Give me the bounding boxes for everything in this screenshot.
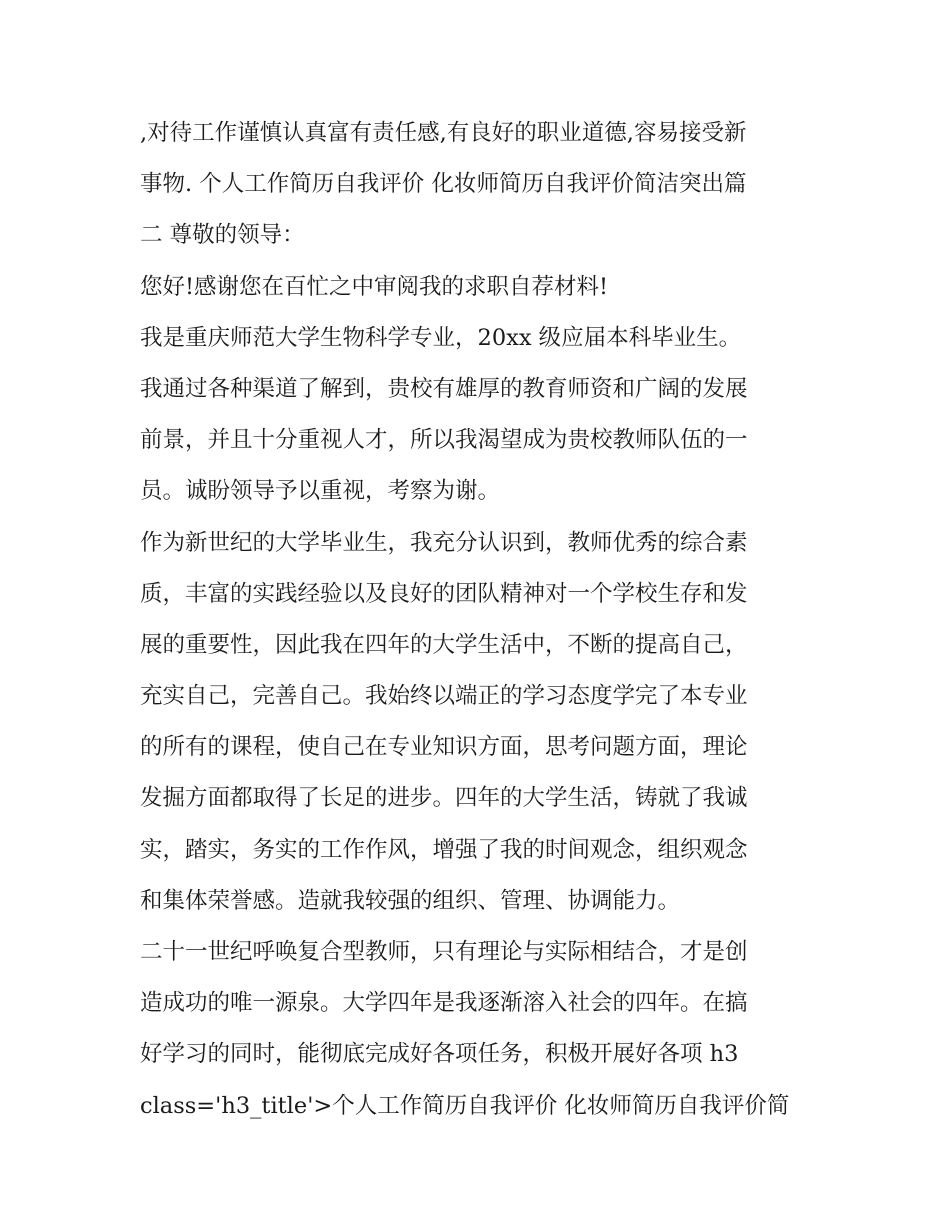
text-line: 的所有的课程，使自己在专业知识方面，思考问题方面，理论 [140,734,748,761]
text-line: class='h3_title'>个人工作简历自我评价 化妆师简历自我评价简 [140,1092,790,1119]
document-body [140,108,815,1132]
text-line: 作为新世纪的大学毕业生，我充分认识到，教师优秀的综合素 [140,529,748,556]
text-line: 二 尊敬的领导： [140,222,305,249]
text-line: 前景，并且十分重视人才，所以我渴望成为贵校教师队伍的一 [140,427,748,454]
text-line: 事物. 个人工作简历自我评价 化妆师简历自我评价简洁突出篇 [140,171,747,198]
text-line: 好学习的同时，能彻底完成好各项任务，积极开展好各项 h3 [140,1041,739,1068]
text-line: 您好!感谢您在百忙之中审阅我的求职自荐材料! [140,273,609,300]
text-line: 发掘方面都取得了长足的进步。四年的大学生活，铸就了我诚 [140,785,748,812]
text-line: 和集体荣誉感。造就我较强的组织、管理、协调能力。 [140,887,681,914]
text-line: ,对待工作谨慎认真富有责任感,有良好的职业道德,容易接受新 [140,120,747,146]
text-line: 我通过各种渠道了解到，贵校有雄厚的教育师资和广阔的发展 [140,375,748,402]
text-line: 质，丰富的实践经验以及良好的团队精神对一个学校生存和发 [140,580,748,607]
text-line: 员。诚盼领导予以重视，考察为谢。 [140,478,501,505]
text-line: 实，踏实，务实的工作作风，增强了我的时间观念，组织观念 [140,836,748,863]
text-line: 充实自己，完善自己。我始终以端正的学习态度学完了本专业 [140,683,748,710]
text-line: 二十一世纪呼唤复合型教师，只有理论与实际相结合，才是创 [140,939,748,965]
text-line: 造成功的唯一源泉。大学四年是我逐渐溶入社会的四年。在搞 [140,990,748,1017]
text-line: 展的重要性，因此我在四年的大学生活中，不断的提高自己， [140,631,748,658]
text-line: 我是重庆师范大学生物科学专业，20xx 级应届本科毕业生。 [140,324,742,351]
